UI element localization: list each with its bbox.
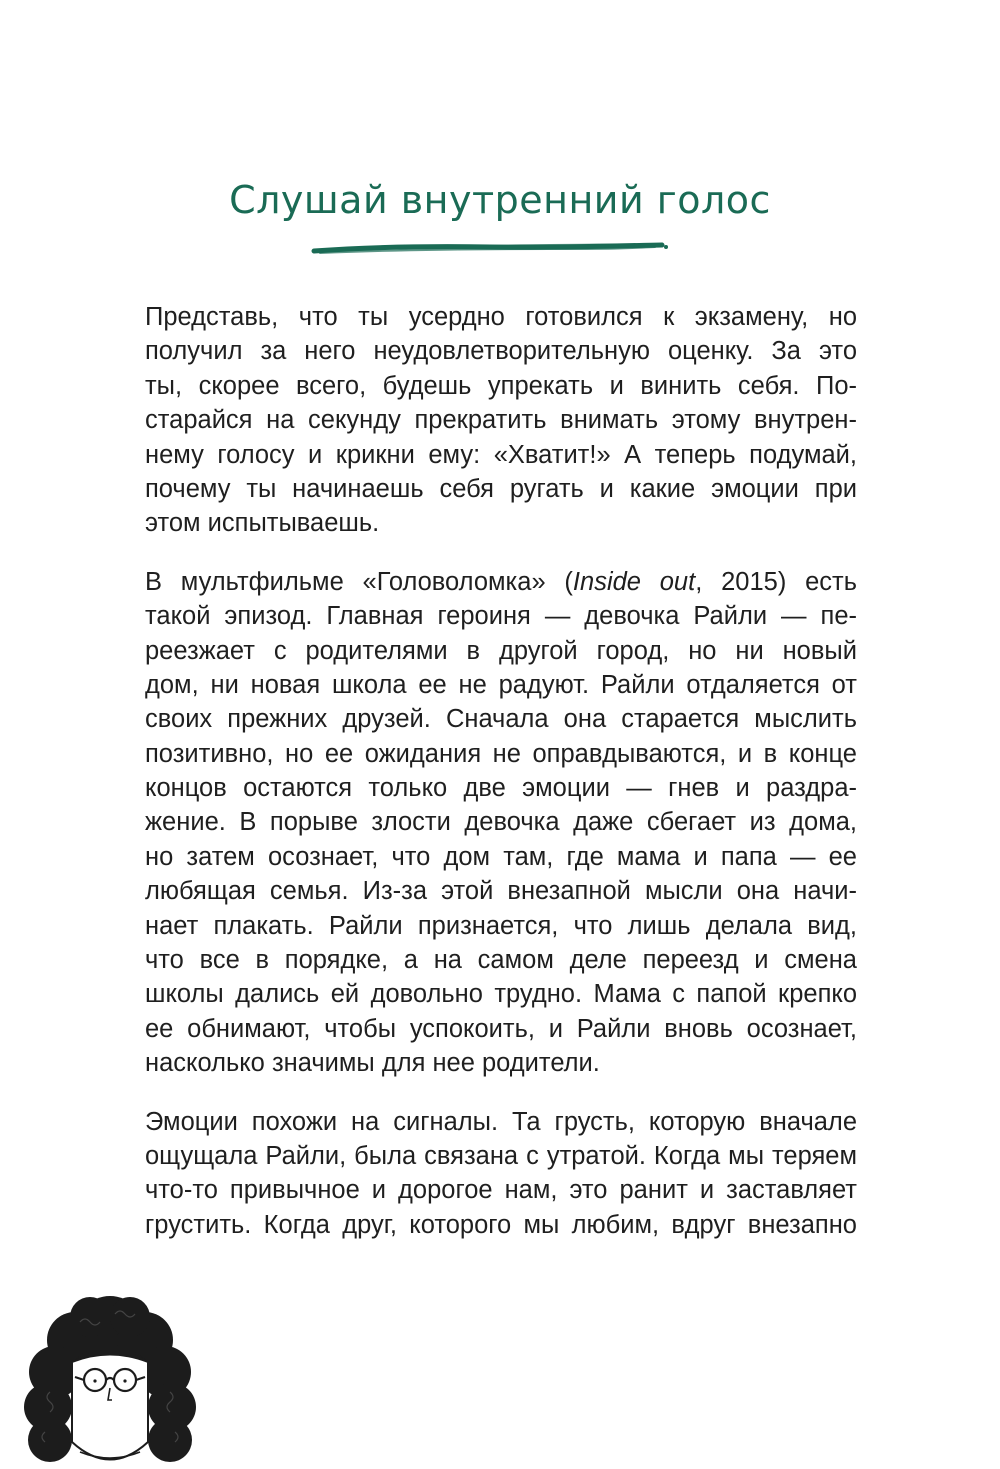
chapter-title: Слушай внутренний голос [229, 178, 771, 222]
text-line: такой эпизод. Главная героиня — девочка Райли — пе- [145, 602, 857, 631]
text-line: что-то привычное и дорогое нам, это ранит и заставляет [145, 1176, 857, 1205]
text-line: жение. В порыве злости девочка даже сбегает из дома, [145, 808, 857, 837]
text-line: Эмоции похожи на сигналы. Та грусть, которую вначале [145, 1107, 857, 1136]
curly-haired-girl-with-glasses-icon [20, 1292, 200, 1469]
text-line [145, 565, 857, 599]
text-line: концов остаются только две эмоции — гнев и раздра- [145, 774, 857, 803]
text-line: ощущала Райли, была связана с утратой. Когда мы теряем [145, 1141, 857, 1170]
text-line: ее обнимают, чтобы успокоить, и Райли вновь осознает, [145, 1014, 857, 1043]
text-line: позитивно, но ее ожидания не оправдываются, и в конце [145, 739, 857, 768]
paragraph-1 [145, 300, 857, 541]
text-line: но затем осознает, что дом там, где мама и папа — ее [145, 842, 857, 871]
brush-stroke-underline-icon [310, 240, 670, 258]
text-segment: В мультфильме «Головоломка» ( [145, 567, 573, 596]
text-line: школы дались ей довольно трудно. Мама с папой крепко [145, 980, 857, 1009]
paragraph-2 [145, 565, 857, 1081]
text-line: нему голосу и крикни ему: «Хватит!» А теперь подумай, [145, 440, 857, 469]
text-segment: , 2015) есть [695, 567, 857, 596]
text-line: старайся на секунду прекратить внимать этому внутрен- [145, 406, 857, 435]
film-title-italic: Inside out [572, 567, 696, 596]
text-line: дом, ни новая школа ее не радуют. Райли отдаляется от [145, 670, 857, 699]
text-line: получил за него неудовлетворительную оценку. За это [145, 337, 857, 366]
text-line: любящая семья. Из-за этой внезапной мысли она начи- [145, 877, 857, 906]
text-line: ты, скорее всего, будешь упрекать и винить себя. По- [145, 371, 857, 400]
text-line: почему ты начинаешь себя ругать и какие эмоции при [145, 474, 857, 503]
text-line: насколько значимы для нее родители. [145, 1049, 600, 1078]
text-line: грустить. Когда друг, которого мы любим, вдруг внезапно [145, 1210, 857, 1239]
paragraph-3 [145, 1105, 857, 1243]
text-line: нает плакать. Райли признается, что лишь делала вид, [145, 911, 857, 940]
text-line: что все в порядке, а на самом деле переезд и смена [145, 946, 857, 975]
text-line: Представь, что ты усердно готовился к экзамену, но [145, 303, 857, 331]
body-text [145, 300, 857, 1266]
text-line: этом испытываешь. [145, 509, 380, 538]
text-line: реезжает с родителями в другой город, но ни новый [145, 636, 857, 665]
text-line: своих прежних друзей. Сначала она старается мыслить [145, 705, 857, 734]
